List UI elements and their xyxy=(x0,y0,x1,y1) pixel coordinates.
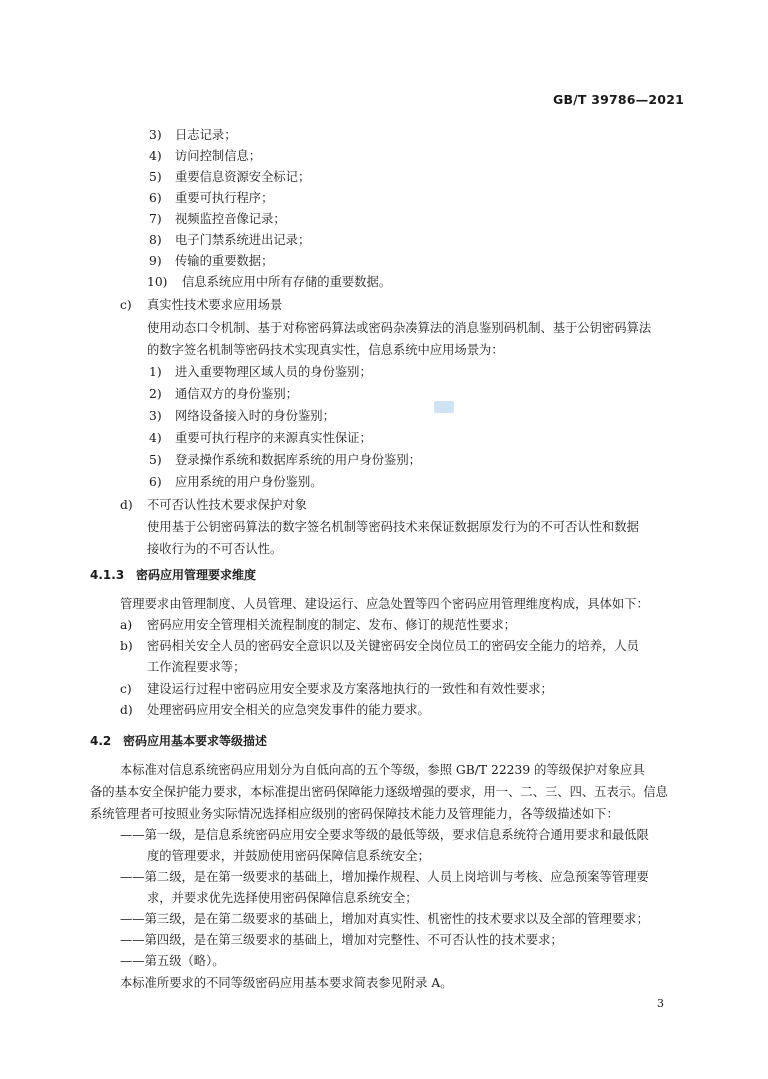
section-number: 4.2 xyxy=(90,734,112,748)
item-title: 不可否认性技术要求保护对象 xyxy=(147,498,307,512)
list-item: 重要信息资源安全标记； xyxy=(175,170,311,184)
list-number: 4) xyxy=(149,431,162,445)
level-line: 度的管理要求，并鼓励使用密码保障信息系统安全； xyxy=(147,849,430,863)
list-item: 登录操作系统和数据库系统的用户身份鉴别； xyxy=(175,453,421,467)
item-marker: b) xyxy=(120,639,133,653)
list-item: 密码相关安全人员的密码安全意识以及关键密码安全岗位员工的密码安全能力的培养，人员 xyxy=(147,639,639,653)
list-item: 工作流程要求等； xyxy=(147,660,246,674)
item-marker: a) xyxy=(120,618,133,632)
paragraph-line: 备的基本安全保护能力要求，本标准提出密码保障能力逐级增强的要求，用一、二、三、四、五表示。信息 xyxy=(90,785,668,799)
list-item: 访问控制信息； xyxy=(175,149,262,163)
list-number: 5) xyxy=(149,170,162,184)
paragraph-line: 本标准所要求的不同等级密码应用基本要求简表参见附录 A。 xyxy=(120,976,453,990)
list-number: 4) xyxy=(149,149,162,163)
list-number: 7) xyxy=(149,212,162,226)
list-item: 密码应用安全管理相关流程制度的制定、发布、修订的规范性要求； xyxy=(147,618,516,632)
paragraph-line: 管理要求由管理制度、人员管理、建设运行、应急处置等四个密码应用管理维度构成，具体如下： xyxy=(120,597,649,611)
item-marker: c) xyxy=(120,682,132,696)
item-marker: d) xyxy=(120,498,133,512)
list-number: 3) xyxy=(149,128,162,142)
list-number: 2) xyxy=(149,387,162,401)
level-line: ——第二级，是在第一级要求的基础上，增加操作规程、人员上岗培训与考核、应急预案等管理要 xyxy=(120,870,649,884)
list-item: 网络设备接入时的身份鉴别； xyxy=(175,409,335,423)
item-title: 真实性技术要求应用场景 xyxy=(147,298,283,312)
item-marker: d) xyxy=(120,703,133,717)
watermark-logo xyxy=(434,401,454,413)
list-item: 通信双方的身份鉴别； xyxy=(175,387,298,401)
list-number: 1) xyxy=(149,365,162,379)
list-number: 5) xyxy=(149,453,162,467)
level-line: ——第三级，是在第二级要求的基础上，增加对真实性、机密性的技术要求以及全部的管理要求； xyxy=(120,912,649,926)
list-number: 10) xyxy=(147,275,168,289)
section-title: 密码应用基本要求等级描述 xyxy=(123,734,268,748)
list-number: 6) xyxy=(149,191,162,205)
list-number: 3) xyxy=(149,409,162,423)
list-item: 应用系统的用户身份鉴别。 xyxy=(175,475,323,489)
list-item: 视频监控音像记录； xyxy=(175,212,286,226)
list-number: 8) xyxy=(149,233,162,247)
list-item: 重要可执行程序； xyxy=(175,191,274,205)
list-item: 传输的重要数据； xyxy=(175,254,274,268)
list-item: 电子门禁系统进出记录； xyxy=(175,233,311,247)
list-item: 进入重要物理区域人员的身份鉴别； xyxy=(175,365,372,379)
standard-number: GB/T 39786—2021 xyxy=(552,92,684,107)
paragraph-line: 的数字签名机制等密码技术实现真实性，信息系统中应用场景为： xyxy=(147,343,504,357)
paragraph-line: 本标准对信息系统密码应用划分为自低向高的五个等级，参照 GB/T 22239 的等级保护对象应具 xyxy=(120,763,645,777)
level-line: ——第五级（略）。 xyxy=(120,954,225,968)
list-item: 信息系统应用中所有存储的重要数据。 xyxy=(182,275,392,289)
level-line: ——第四级，是在第三级要求的基础上，增加对完整性、不可否认性的技术要求； xyxy=(120,933,563,947)
section-number: 4.1.3 xyxy=(90,568,125,582)
paragraph-line: 使用基于公钥密码算法的数字签名机制等密码技术来保证数据原发行为的不可否认性和数据 xyxy=(147,520,639,534)
list-item: 日志记录； xyxy=(175,128,237,142)
paragraph-line: 接收行为的不可否认性。 xyxy=(147,542,283,556)
paragraph-line: 使用动态口令机制、基于对称密码算法或密码杂凑算法的消息鉴别码机制、基于公钥密码算法 xyxy=(147,321,652,335)
level-line: ——第一级，是信息系统密码应用安全要求等级的最低等级，要求信息系统符合通用要求和最低限 xyxy=(120,828,649,842)
list-number: 6) xyxy=(149,475,162,489)
list-item: 处理密码应用安全相关的应急突发事件的能力要求。 xyxy=(147,703,430,717)
page-number: 3 xyxy=(657,997,664,1010)
list-item: 建设运行过程中密码应用安全要求及方案落地执行的一致性和有效性要求； xyxy=(147,682,553,696)
level-line: 求，并要求优先选择使用密码保障信息系统安全； xyxy=(147,891,418,905)
section-title: 密码应用管理要求维度 xyxy=(136,568,257,582)
list-item: 重要可执行程序的来源真实性保证； xyxy=(175,431,372,445)
paragraph-line: 系统管理者可按照业务实际情况选择相应级别的密码保障技术能力及管理能力，各等级描述如下： xyxy=(90,807,619,821)
list-number: 9) xyxy=(149,254,162,268)
item-marker: c) xyxy=(120,298,132,312)
